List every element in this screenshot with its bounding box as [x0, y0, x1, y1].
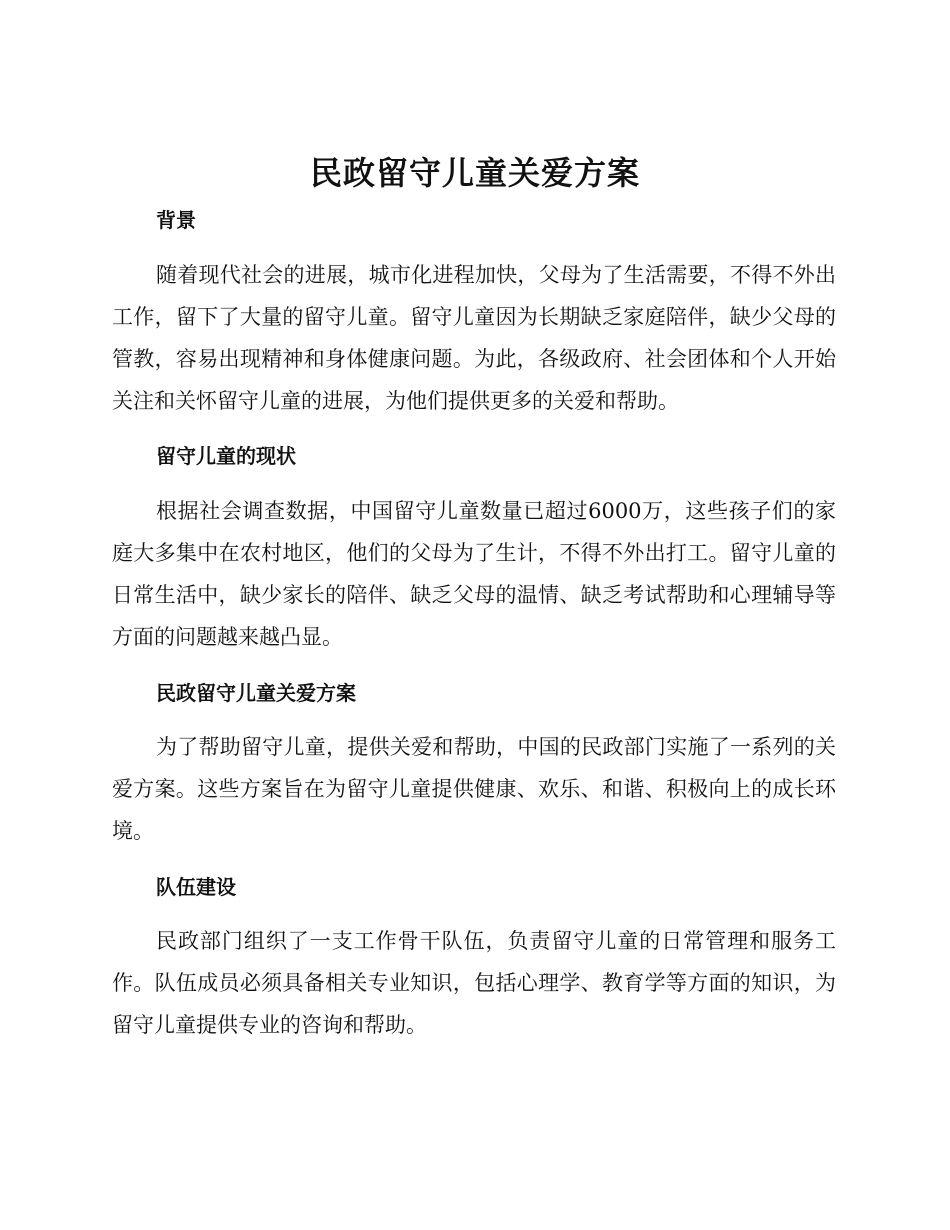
section-paragraph-background: 随着现代社会的进展，城市化进程加快，父母为了生活需要，不得不外出工作，留下了大量的留守儿童。留守儿童因为长期缺乏家庭陪伴，缺少父母的管教，容易出现精神和身体健康问题。为此，各级政府、社会团体和个人开始关注和关怀留守儿童的进展，为他们提供更多的关爱和帮助。: [112, 263, 836, 413]
section-heading-team-building: 队伍建设: [156, 875, 236, 899]
section-paragraph-current-status: 根据社会调查数据，中国留守儿童数量已超过6000万，这些孩子们的家庭大多集中在农村地区，他们的父母为了生计，不得不外出打工。留守儿童的日常生活中，缺少家长的陪伴、缺乏父母的温情、缺乏考试帮助和心理辅导等方面的问题越来越凸显。: [112, 499, 836, 649]
section-heading-care-plan: 民政留守儿童关爱方案: [156, 681, 356, 705]
section-paragraph-team-building: 民政部门组织了一支工作骨干队伍，负责留守儿童的日常管理和服务工作。队伍成员必须具备相关专业知识，包括心理学、教育学等方面的知识，为留守儿童提供专业的咨询和帮助。: [112, 929, 836, 1037]
section-heading-background: 背景: [156, 208, 196, 232]
document-title: 民政留守儿童关爱方案: [309, 154, 640, 192]
section-heading-current-status: 留守儿童的现状: [156, 444, 296, 468]
section-paragraph-care-plan: 为了帮助留守儿童，提供关爱和帮助，中国的民政部门实施了一系列的关爱方案。这些方案旨在为留守儿童提供健康、欢乐、和谐、积极向上的成长环境。: [112, 735, 836, 843]
